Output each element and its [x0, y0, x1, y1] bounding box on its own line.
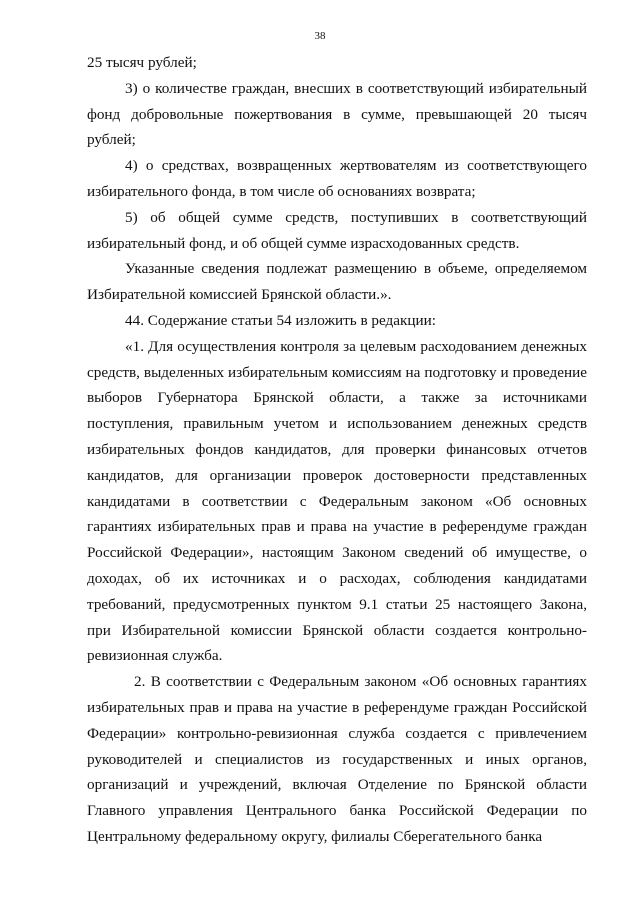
page-number: 38: [314, 30, 326, 42]
paragraph-continuation: 25 тысяч рублей;: [87, 54, 197, 71]
paragraph-placement-note: Указанные сведения подлежат размещению в объеме, определяемом Избирательной комиссией Брянской области.».: [87, 260, 587, 304]
paragraph-item-5: 5) об общей сумме средств, поступивших в соответствующий избирательный фонд, и об общей сумме израсходованных средств.: [87, 208, 587, 252]
paragraph-item-3: 3) о количестве граждан, внесших в соответствующий избирательный фонд добровольные пожертвования в сумме, превышающей 20 тысяч рублей;: [87, 79, 587, 149]
paragraph-article-54-part-2: 2. В соответствии с Федеральным законом «Об основных гарантиях избирательных прав и права на участие в референдуме граждан Российской Федерации» контрольно-ревизионная служба создается с привлечением руководителей и специалистов из государственных и иных органов, организаций и учреждений, включая Отделение по Брянской области Главного управления Центрального банка Российской Федерации по Центральному федеральному округу, филиалы Сберегательного банка: [87, 673, 587, 845]
paragraph-item-4: 4) о средствах, возвращенных жертвователям из соответствующего избирательного фонда, в том числе об основаниях возврата;: [87, 157, 587, 200]
document-body: [87, 50, 587, 850]
paragraph-amendment-44: 44. Содержание статьи 54 изложить в редакции:: [125, 311, 436, 329]
paragraph-article-54-part-1: «1. Для осуществления контроля за целевым расходованием денежных средств, выделенных избирательным комиссиям на подготовку и проведение выборов Губернатора Брянской области, а также за источниками поступления, правильным учетом и использованием денежных средств избирательных фондов кандидатов, для проверки финансовых отчетов кандидатов, для организации проверок достоверности представленных кандидатами в соответствии с Федеральным законом «Об основных гарантиях избирательных прав и права на участие в референдуме граждан Российской Федерации», настоящим Законом сведений об имуществе, о доходах, об их источниках и о расходах, соблюдения кандидатами требований, предусмотренных пунктом 9.1 статьи 25 настоящего Закона, при Избирательной комиссии Брянской области создается контрольно-ревизионная служба.: [87, 337, 587, 665]
